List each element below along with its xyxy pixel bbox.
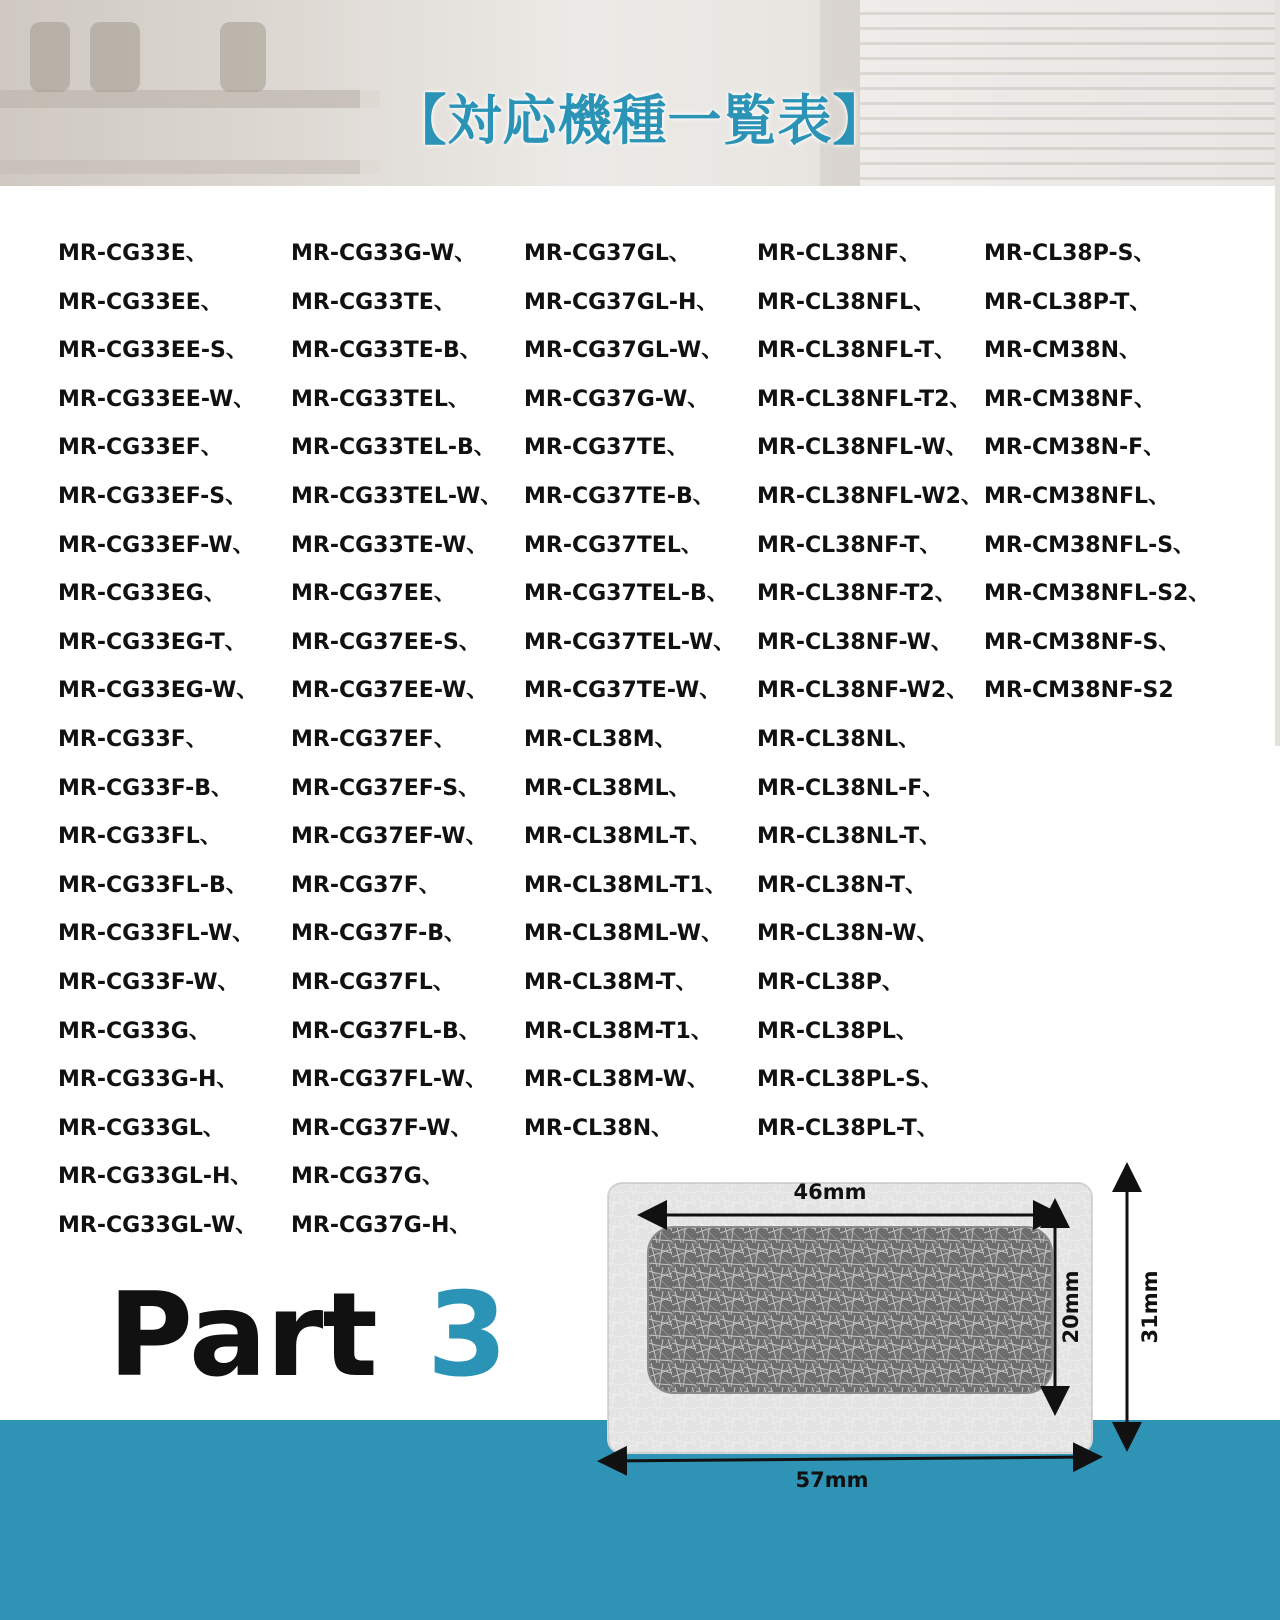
model-item: MR-CG33E、 — [58, 241, 208, 266]
model-item: MR-CL38M、 — [524, 726, 677, 752]
model-item: MR-CL38NFL-T、 — [757, 338, 957, 364]
model-item: MR-CG37GL-W、 — [524, 338, 724, 364]
model-item: MR-CG33EF、 — [58, 435, 223, 461]
model-item: MR-CG37GL-H、 — [524, 289, 719, 315]
filter-illustration — [600, 1180, 1240, 1555]
model-item: MR-CL38NFL-T2、 — [757, 386, 972, 412]
model-item: MR-CM38NFL-S2、 — [984, 581, 1211, 607]
model-item: MR-CL38NFL-W、 — [757, 435, 968, 461]
model-item: MR-CL38M-T、 — [524, 969, 698, 995]
model-item: MR-CG37EE-W、 — [291, 678, 489, 704]
model-item: MR-CG33TEL-W、 — [291, 483, 503, 509]
model-item: MR-CG37FL、 — [291, 969, 455, 995]
model-item: MR-CG33EF-S、 — [58, 483, 248, 509]
model-item: MR-CL38ML-W、 — [524, 921, 724, 947]
model-item: MR-CL38P、 — [757, 969, 904, 995]
model-item: MR-CG33TEL、 — [291, 386, 470, 412]
model-item: MR-CL38P-S、 — [984, 241, 1156, 266]
model-column-3 — [524, 230, 735, 1153]
shelf-decoration — [0, 160, 380, 174]
model-item: MR-CL38NFL-W2、 — [757, 483, 983, 509]
model-item: MR-CG37EF-S、 — [291, 775, 481, 801]
model-item: MR-CG33F-B、 — [58, 775, 234, 801]
model-item: MR-CG33EE、 — [58, 289, 223, 315]
model-item: MR-CG37F、 — [291, 872, 441, 898]
model-item: MR-CL38ML-T1、 — [524, 872, 727, 898]
model-item: MR-CG33G-W、 — [291, 241, 477, 266]
model-item: MR-CG33G、 — [58, 1018, 211, 1044]
model-item: MR-CG37TEL-B、 — [524, 581, 729, 607]
model-item: MR-CG37TE-B、 — [524, 483, 715, 509]
model-item: MR-CG37FL-B、 — [291, 1018, 481, 1044]
model-item: MR-CG37F-W、 — [291, 1115, 473, 1141]
model-item: MR-CG33GL-W、 — [58, 1212, 258, 1238]
model-item: MR-CL38PL-S、 — [757, 1067, 943, 1093]
model-item: MR-CL38ML-T、 — [524, 824, 712, 850]
model-column-2 — [291, 230, 502, 1250]
page-title: 【対応機種一覧表】 — [392, 89, 888, 152]
model-item: MR-CL38NL-T、 — [757, 824, 942, 850]
inner-height-label: 20mm — [1059, 1270, 1083, 1344]
model-item: MR-CG37TEL、 — [524, 532, 703, 558]
model-item: MR-CL38NF-T2、 — [757, 581, 957, 607]
model-item: MR-CL38M-T1、 — [524, 1018, 713, 1044]
filter-mesh — [648, 1227, 1052, 1393]
model-item: MR-CG37EF-W、 — [291, 824, 488, 850]
model-item: MR-CL38ML、 — [524, 775, 691, 801]
model-item: MR-CG33F-W、 — [58, 969, 240, 995]
model-item: MR-CG33G-H、 — [58, 1067, 239, 1093]
model-item: MR-CG33TE、 — [291, 289, 456, 315]
model-item: MR-CG37GL、 — [524, 241, 691, 266]
model-item: MR-CG33TEL-B、 — [291, 435, 496, 461]
part-label: Part — [108, 1268, 377, 1403]
model-item: MR-CG33EG、 — [58, 581, 226, 607]
model-item: MR-CG33GL、 — [58, 1115, 225, 1141]
model-item: MR-CL38NF-W2、 — [757, 678, 969, 704]
model-item: MR-CG33FL-B、 — [58, 872, 248, 898]
model-column-4 — [757, 230, 983, 1153]
model-item: MR-CM38NFL、 — [984, 483, 1171, 509]
outer-height-label: 31mm — [1138, 1270, 1162, 1344]
model-item: MR-CL38N-W、 — [757, 921, 939, 947]
model-item: MR-CG33EG-W、 — [58, 678, 259, 704]
part-number: 3 — [426, 1268, 507, 1403]
model-item: MR-CG33F、 — [58, 726, 208, 752]
model-item: MR-CG33EE-S、 — [58, 338, 248, 364]
edge-decoration — [1275, 0, 1280, 746]
model-item: MR-CG37G-H、 — [291, 1212, 472, 1238]
model-item: MR-CL38M-W、 — [524, 1067, 710, 1093]
model-item: MR-CG33EE-W、 — [58, 386, 256, 412]
model-item: MR-CG37EE-S、 — [291, 629, 481, 655]
model-item: MR-CG33EF-W、 — [58, 532, 255, 558]
model-item: MR-CG37F-B、 — [291, 921, 467, 947]
model-column-1 — [58, 230, 258, 1250]
model-item: MR-CG33GL-H、 — [58, 1164, 253, 1190]
model-item: MR-CM38N、 — [984, 338, 1142, 364]
model-item: MR-CG33TE-B、 — [291, 338, 482, 364]
model-item: MR-CL38NL-F、 — [757, 775, 945, 801]
model-item: MR-CG37EF、 — [291, 726, 456, 752]
inner-width-label: 46mm — [793, 1180, 867, 1204]
model-item: MR-CL38PL-T、 — [757, 1115, 939, 1141]
model-item: MR-CG37TE-W、 — [524, 678, 722, 704]
model-item: MR-CG37FL-W、 — [291, 1067, 488, 1093]
part-heading — [108, 1268, 507, 1403]
model-item: MR-CL38NF-W、 — [757, 629, 953, 655]
model-item: MR-CM38N-F、 — [984, 435, 1166, 461]
model-item: MR-CG33TE-W、 — [291, 532, 489, 558]
model-item: MR-CL38N、 — [524, 1115, 674, 1141]
model-item: MR-CL38NF、 — [757, 241, 922, 266]
model-item: MR-CM38NF、 — [984, 386, 1157, 412]
model-item: MR-CL38NL、 — [757, 726, 921, 752]
outer-width-arrow — [612, 1457, 1088, 1461]
model-item: MR-CL38NFL、 — [757, 289, 936, 315]
model-item: MR-CG37TE、 — [524, 435, 689, 461]
model-item: MR-CM38NF-S、 — [984, 629, 1181, 655]
model-item: MR-CG33FL-W、 — [58, 921, 255, 947]
model-item: MR-CL38P-T、 — [984, 289, 1152, 315]
model-item: MR-CL38NF-T、 — [757, 532, 942, 558]
model-item: MR-CG37G、 — [291, 1164, 444, 1190]
model-column-5 — [984, 230, 1210, 716]
outer-width-label: 57mm — [795, 1468, 869, 1492]
model-item: MR-CL38N-T、 — [757, 872, 928, 898]
model-item: MR-CL38PL、 — [757, 1018, 918, 1044]
model-item: MR-CM38NF-S2 — [984, 678, 1174, 704]
model-item: MR-CG37TEL-W、 — [524, 629, 736, 655]
model-item: MR-CG37G-W、 — [524, 386, 710, 412]
model-item: MR-CM38NFL-S、 — [984, 532, 1196, 558]
model-item: MR-CG37EE、 — [291, 581, 456, 607]
model-item: MR-CG33FL、 — [58, 824, 222, 850]
model-item: MR-CG33EG-T、 — [58, 629, 247, 655]
filter-diagram — [600, 1180, 1240, 1555]
